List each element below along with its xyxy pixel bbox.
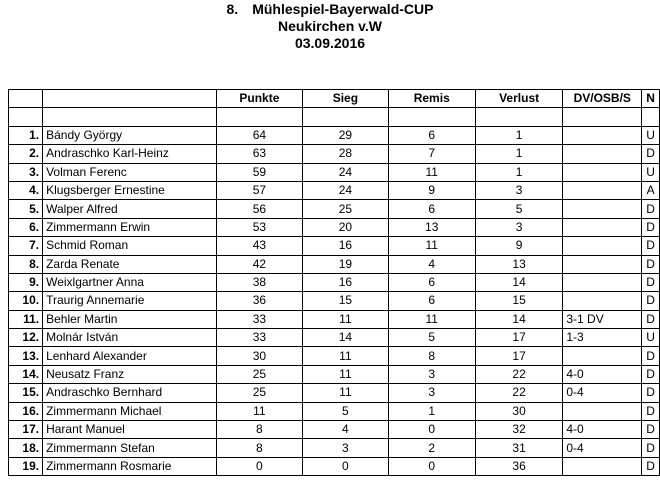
dv-osb-s-cell (563, 347, 642, 365)
sieg-cell: 25 (303, 200, 388, 218)
rank-cell: 14. (9, 365, 43, 383)
nation-cell: D (642, 292, 660, 310)
empty-cell (9, 108, 43, 126)
punkte-cell: 11 (216, 402, 303, 420)
sieg-cell: 20 (303, 218, 388, 236)
verlust-cell: 30 (475, 402, 563, 420)
verlust-cell: 3 (475, 181, 563, 199)
empty-cell (388, 108, 475, 126)
column-header-sieg: Sieg (303, 90, 388, 108)
table-row (9, 439, 660, 457)
sieg-cell: 11 (303, 347, 388, 365)
player-name-cell: Walper Alfred (43, 200, 216, 218)
table-row (9, 255, 660, 273)
nation-cell: D (642, 457, 660, 475)
remis-cell: 6 (388, 200, 475, 218)
nation-cell: D (642, 200, 660, 218)
sieg-cell: 5 (303, 402, 388, 420)
verlust-cell: 36 (475, 457, 563, 475)
player-name-cell: Zimmermann Stefan (43, 439, 216, 457)
dv-osb-s-cell: 4-0 (563, 421, 642, 439)
table-row (9, 384, 660, 402)
nation-cell: U (642, 126, 660, 144)
sieg-cell: 24 (303, 163, 388, 181)
verlust-cell: 5 (475, 200, 563, 218)
punkte-cell: 30 (216, 347, 303, 365)
nation-cell: U (642, 329, 660, 347)
verlust-cell: 1 (475, 126, 563, 144)
dv-osb-s-cell: 3-1 DV (563, 310, 642, 328)
rank-cell: 8. (9, 255, 43, 273)
nation-cell: D (642, 402, 660, 420)
remis-cell: 13 (388, 218, 475, 236)
results-table (8, 89, 660, 476)
player-name-cell: Schmid Roman (43, 237, 216, 255)
player-name-cell: Zarda Renate (43, 255, 216, 273)
player-name-cell: Lenhard Alexander (43, 347, 216, 365)
column-header-dv-osb-s: DV/OSB/S (563, 90, 642, 108)
verlust-cell: 32 (475, 421, 563, 439)
player-name-cell: Zimmermann Michael (43, 402, 216, 420)
verlust-cell: 17 (475, 347, 563, 365)
table-row (9, 310, 660, 328)
verlust-cell: 15 (475, 292, 563, 310)
rank-cell: 15. (9, 384, 43, 402)
nation-cell: D (642, 237, 660, 255)
remis-cell: 3 (388, 384, 475, 402)
punkte-cell: 38 (216, 273, 303, 291)
nation-cell: D (642, 145, 660, 163)
player-name-cell: Volman Ferenc (43, 163, 216, 181)
nation-cell: D (642, 218, 660, 236)
table-row (9, 273, 660, 291)
player-name-cell: Klugsberger Ernestine (43, 181, 216, 199)
punkte-cell: 8 (216, 439, 303, 457)
dv-osb-s-cell: 1-3 (563, 329, 642, 347)
dv-osb-s-cell (563, 163, 642, 181)
table-row (9, 145, 660, 163)
verlust-cell: 22 (475, 365, 563, 383)
verlust-cell: 14 (475, 273, 563, 291)
nation-cell: A (642, 181, 660, 199)
remis-cell: 0 (388, 457, 475, 475)
dv-osb-s-cell (563, 402, 642, 420)
header-rank-cell (9, 90, 43, 108)
player-name-cell: Molnár István (43, 329, 216, 347)
rank-cell: 18. (9, 439, 43, 457)
punkte-cell: 59 (216, 163, 303, 181)
table-row (9, 402, 660, 420)
player-name-cell: Weixlgartner Anna (43, 273, 216, 291)
tournament-name: Mühlespiel-Bayerwald-CUP (252, 1, 434, 17)
nation-cell: D (642, 347, 660, 365)
verlust-cell: 31 (475, 439, 563, 457)
table-row (9, 347, 660, 365)
verlust-cell: 1 (475, 163, 563, 181)
tournament-number: 8. (226, 1, 239, 17)
dv-osb-s-cell (563, 181, 642, 199)
remis-cell: 5 (388, 329, 475, 347)
player-name-cell: Andraschko Bernhard (43, 384, 216, 402)
punkte-cell: 42 (216, 255, 303, 273)
sieg-cell: 24 (303, 181, 388, 199)
sieg-cell: 11 (303, 365, 388, 383)
table-row (9, 237, 660, 255)
player-name-cell: Bándy György (43, 126, 216, 144)
rank-cell: 17. (9, 421, 43, 439)
nation-cell: D (642, 273, 660, 291)
rank-cell: 1. (9, 126, 43, 144)
rank-cell: 9. (9, 273, 43, 291)
remis-cell: 1 (388, 402, 475, 420)
sieg-cell: 28 (303, 145, 388, 163)
dv-osb-s-cell: 0-4 (563, 384, 642, 402)
remis-cell: 8 (388, 347, 475, 365)
verlust-cell: 17 (475, 329, 563, 347)
remis-cell: 11 (388, 163, 475, 181)
column-header-verlust: Verlust (475, 90, 563, 108)
table-row (9, 292, 660, 310)
table-row (9, 365, 660, 383)
empty-cell (216, 108, 303, 126)
sieg-cell: 0 (303, 457, 388, 475)
remis-cell: 9 (388, 181, 475, 199)
table-row (9, 218, 660, 236)
rank-cell: 2. (9, 145, 43, 163)
empty-cell (475, 108, 563, 126)
punkte-cell: 63 (216, 145, 303, 163)
rank-cell: 4. (9, 181, 43, 199)
remis-cell: 6 (388, 292, 475, 310)
punkte-cell: 53 (216, 218, 303, 236)
dv-osb-s-cell (563, 218, 642, 236)
player-name-cell: Neusatz Franz (43, 365, 216, 383)
verlust-cell: 9 (475, 237, 563, 255)
remis-cell: 11 (388, 310, 475, 328)
sieg-cell: 11 (303, 384, 388, 402)
player-name-cell: Zimmermann Rosmarie (43, 457, 216, 475)
table-row (9, 181, 660, 199)
sieg-cell: 11 (303, 310, 388, 328)
column-header-n: N (642, 90, 660, 108)
rank-cell: 3. (9, 163, 43, 181)
tournament-location: Neukirchen v.W (278, 18, 382, 34)
rank-cell: 11. (9, 310, 43, 328)
sieg-cell: 3 (303, 439, 388, 457)
spacer-row (9, 108, 660, 126)
table-row (9, 126, 660, 144)
table-row (9, 329, 660, 347)
document-header (0, 0, 660, 52)
empty-cell (563, 108, 642, 126)
punkte-cell: 25 (216, 384, 303, 402)
rank-cell: 13. (9, 347, 43, 365)
remis-cell: 6 (388, 126, 475, 144)
nation-cell: D (642, 421, 660, 439)
header-row (9, 90, 660, 108)
nation-cell: D (642, 255, 660, 273)
sieg-cell: 16 (303, 237, 388, 255)
verlust-cell: 22 (475, 384, 563, 402)
verlust-cell: 13 (475, 255, 563, 273)
player-name-cell: Andraschko Karl-Heinz (43, 145, 216, 163)
sieg-cell: 16 (303, 273, 388, 291)
rank-cell: 10. (9, 292, 43, 310)
punkte-cell: 36 (216, 292, 303, 310)
punkte-cell: 25 (216, 365, 303, 383)
empty-cell (642, 108, 660, 126)
dv-osb-s-cell (563, 273, 642, 291)
empty-cell (303, 108, 388, 126)
remis-cell: 11 (388, 237, 475, 255)
column-header-remis: Remis (388, 90, 475, 108)
nation-cell: D (642, 384, 660, 402)
remis-cell: 6 (388, 273, 475, 291)
punkte-cell: 33 (216, 329, 303, 347)
dv-osb-s-cell: 0-4 (563, 439, 642, 457)
player-name-cell: Traurig Annemarie (43, 292, 216, 310)
dv-osb-s-cell (563, 126, 642, 144)
nation-cell: D (642, 310, 660, 328)
punkte-cell: 43 (216, 237, 303, 255)
rank-cell: 7. (9, 237, 43, 255)
player-name-cell: Behler Martin (43, 310, 216, 328)
player-name-cell: Zimmermann Erwin (43, 218, 216, 236)
dv-osb-s-cell: 4-0 (563, 365, 642, 383)
rank-cell: 5. (9, 200, 43, 218)
table-row (9, 163, 660, 181)
table-row (9, 421, 660, 439)
nation-cell: D (642, 365, 660, 383)
punkte-cell: 56 (216, 200, 303, 218)
rank-cell: 6. (9, 218, 43, 236)
sieg-cell: 4 (303, 421, 388, 439)
verlust-cell: 14 (475, 310, 563, 328)
remis-cell: 2 (388, 439, 475, 457)
tournament-title (0, 1, 660, 18)
punkte-cell: 8 (216, 421, 303, 439)
rank-cell: 19. (9, 457, 43, 475)
column-header-punkte: Punkte (216, 90, 303, 108)
sieg-cell: 15 (303, 292, 388, 310)
sieg-cell: 14 (303, 329, 388, 347)
sieg-cell: 19 (303, 255, 388, 273)
table-row (9, 200, 660, 218)
table-row (9, 457, 660, 475)
remis-cell: 3 (388, 365, 475, 383)
rank-cell: 12. (9, 329, 43, 347)
nation-cell: D (642, 439, 660, 457)
dv-osb-s-cell (563, 200, 642, 218)
dv-osb-s-cell (563, 237, 642, 255)
header-name-cell (43, 90, 216, 108)
player-name-cell: Harant Manuel (43, 421, 216, 439)
tournament-date: 03.09.2016 (294, 35, 366, 51)
nation-cell: U (642, 163, 660, 181)
punkte-cell: 0 (216, 457, 303, 475)
punkte-cell: 57 (216, 181, 303, 199)
verlust-cell: 1 (475, 145, 563, 163)
sieg-cell: 29 (303, 126, 388, 144)
rank-cell: 16. (9, 402, 43, 420)
dv-osb-s-cell (563, 145, 642, 163)
remis-cell: 7 (388, 145, 475, 163)
dv-osb-s-cell (563, 457, 642, 475)
dv-osb-s-cell (563, 292, 642, 310)
punkte-cell: 33 (216, 310, 303, 328)
empty-cell (43, 108, 216, 126)
remis-cell: 4 (388, 255, 475, 273)
verlust-cell: 3 (475, 218, 563, 236)
dv-osb-s-cell (563, 255, 642, 273)
remis-cell: 0 (388, 421, 475, 439)
punkte-cell: 64 (216, 126, 303, 144)
